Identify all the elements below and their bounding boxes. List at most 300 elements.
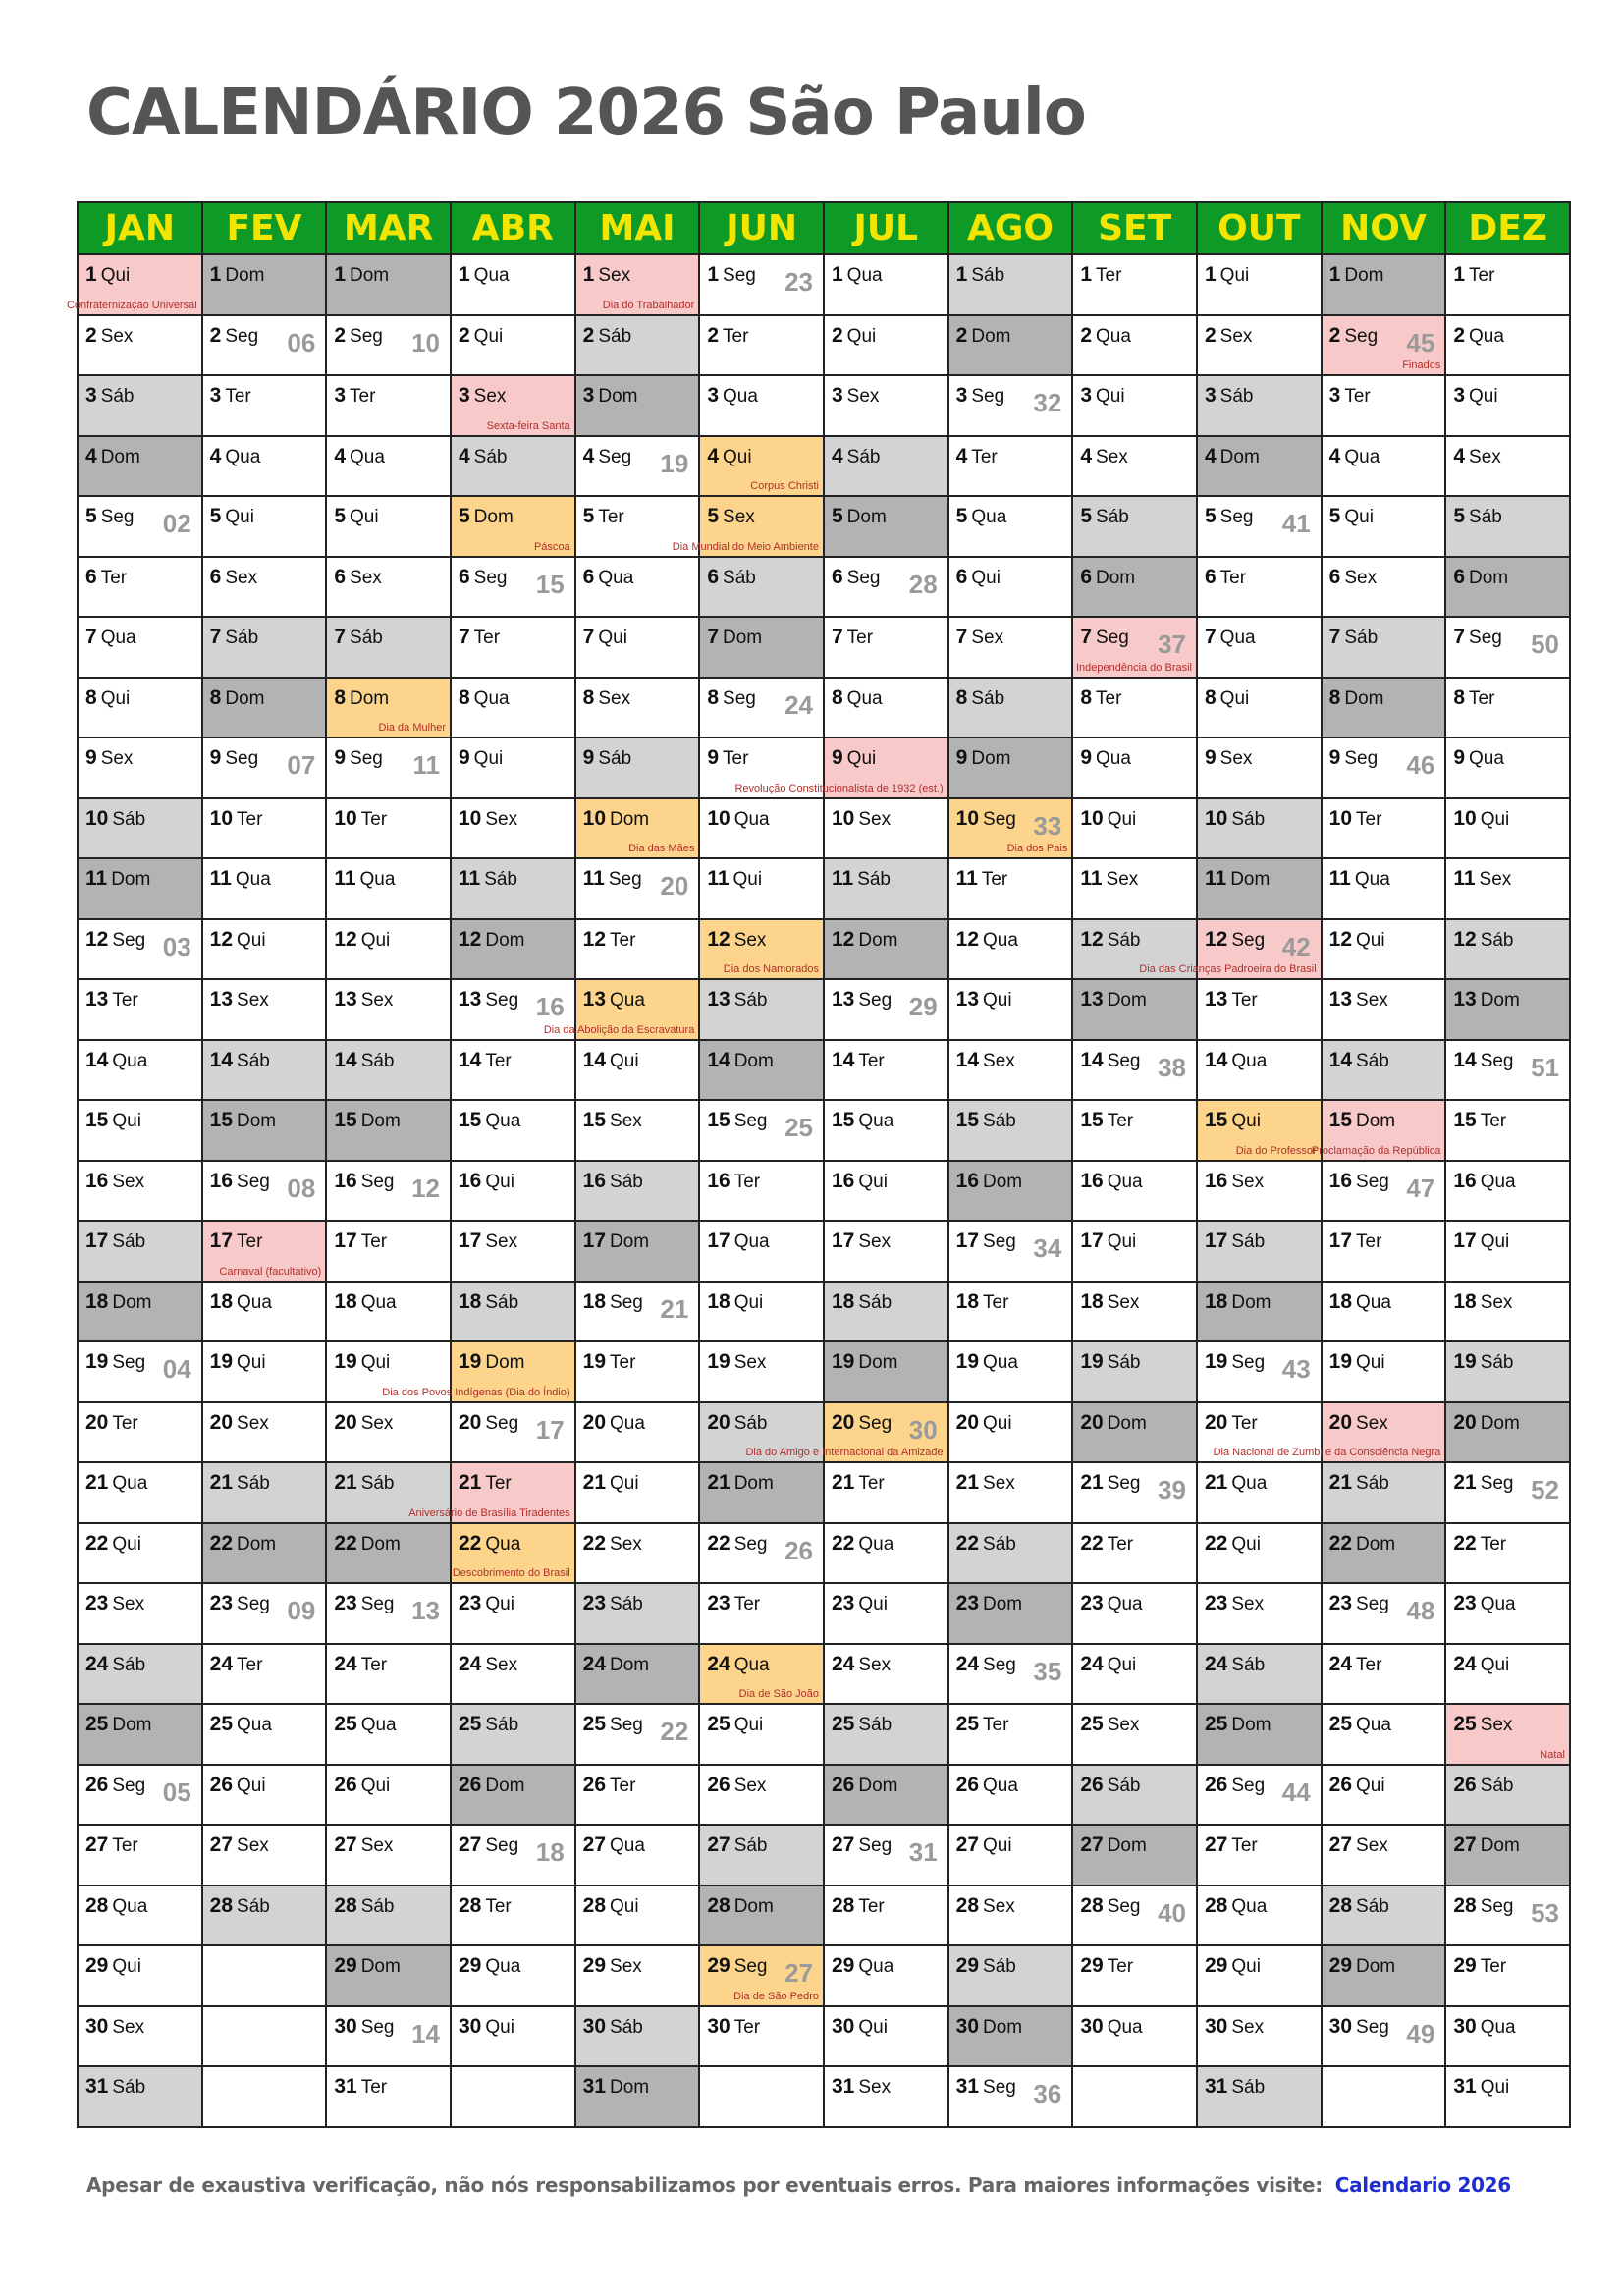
weekday-label: Dom [1230,869,1271,890]
day-number: 9 Sex [85,746,134,769]
day-number: 12 Qui [209,927,266,951]
day-number: 29 Seg [707,1954,768,1977]
weekday-label: Qui [983,1835,1012,1856]
weekday-label: Dom [360,1111,401,1131]
day-number: 15 Sáb [955,1109,1016,1131]
weekday-label: Ter [360,1231,388,1252]
day-number: 23 Dom [955,1592,1023,1614]
month-header-mar: MAR [327,203,452,255]
weekday-label: Qui [598,628,627,648]
weekday-label: Sáb [610,1171,643,1192]
weekday-label: Sáb [858,1291,893,1313]
day-number: 20 Qui [955,1410,1012,1434]
day-cell [79,1705,203,1766]
day-cell [327,376,452,437]
day-number: 28 Qua [1204,1893,1268,1917]
weekday-label: Dom [1356,1533,1396,1555]
day-cell [327,1101,452,1162]
weekday-label: Sáb [485,1715,519,1735]
day-number: 12 Ter [582,927,636,951]
weekday-label: Ter [350,386,376,407]
day-cell [452,1645,576,1706]
weekday-label: Seg [610,1715,643,1735]
weekday-label: Ter [733,1171,761,1192]
weekday-label: Dom [858,1352,898,1373]
day-number: 20 Ter [85,1410,138,1434]
weekday-label: Seg [485,990,519,1011]
day-number: 3 Seg [955,384,1005,407]
event-label: Dia das Mães [628,843,695,854]
weekday-label: Ter [610,929,636,951]
day-cell [79,618,203,679]
weekday-label: Qua [473,265,510,286]
day-number: 14 Sex [955,1048,1015,1071]
day-number: 14 Seg [1453,1048,1514,1071]
weekday-label: Ter [237,1654,263,1675]
event-label: Dia Mundial do Meio Ambiente [672,540,819,553]
day-number: 4 Sex [1080,444,1128,467]
day-number: 11 Dom [1204,867,1271,890]
day-number: 28 Dom [707,1893,774,1917]
day-cell [1073,558,1198,619]
day-number: 22 Sex [582,1531,642,1555]
day-cell [1198,618,1323,679]
day-cell [1073,1886,1198,1947]
day-number: 5 Sáb [1453,505,1502,527]
day-number: 15 Qui [85,1109,141,1131]
day-cell [1073,437,1198,498]
day-number: 13 Seg [831,988,893,1011]
weekday-label: Seg [350,748,383,769]
weekday-label: Seg [360,1594,395,1614]
weekday-label: Qua [485,1956,521,1977]
weekday-label: Qui [1107,1231,1137,1252]
day-cell [327,1584,452,1645]
day-number: 7 Qua [1204,626,1256,648]
day-cell [825,1342,949,1403]
day-number: 6 Qua [582,565,634,588]
day-number: 19 Seg [1204,1350,1266,1373]
weekday-label: Qua [1354,869,1390,890]
day-cell [1073,1342,1198,1403]
day-number: 25 Dom [1204,1713,1271,1735]
weekday-label: Dom [1107,1835,1147,1856]
day-cell [452,1886,576,1947]
weekday-label: Sáb [723,567,756,588]
day-cell [327,1041,452,1102]
day-cell [203,1705,328,1766]
day-cell [1198,1463,1323,1524]
weekday-label: Sáb [1480,1352,1514,1373]
day-number: 2 Seg [334,323,383,347]
day-number: 9 Dom [955,746,1011,769]
day-cell [949,799,1074,860]
weekday-label: Sáb [225,628,259,648]
week-number: 31 [908,1837,938,1867]
day-number: 8 Qui [85,685,131,709]
weekday-label: Ter [1469,265,1495,286]
weekday-label: Qua [1107,1171,1143,1192]
weekday-label: Sex [858,1654,892,1675]
weekday-label: Seg [1356,1594,1389,1614]
week-number: 07 [287,750,316,780]
day-number: 5 Qui [209,505,254,527]
week-number: 13 [411,1596,440,1625]
month-header-abr: ABR [452,203,576,255]
day-cell [79,1463,203,1524]
weekday-label: Qua [858,1111,894,1131]
weekday-label: Ter [858,1050,885,1071]
week-number: 48 [1406,1596,1435,1625]
day-number: 7 Seg [1453,626,1502,648]
day-number: 23 Qui [458,1592,514,1614]
day-number: 5 Sex [707,505,755,527]
weekday-label: Qui [610,1473,639,1494]
day-number: 29 Sáb [955,1954,1016,1977]
day-number: 12 Dom [831,927,898,951]
day-cell [327,437,452,498]
weekday-label: Qui [1480,1231,1510,1252]
day-cell [327,1222,452,1283]
day-cell [576,1584,701,1645]
day-cell [79,1222,203,1283]
weekday-label: Ter [1480,1533,1507,1555]
day-cell [1198,1826,1323,1886]
weekday-label: Qua [235,869,271,890]
weekday-label: Ter [225,386,251,407]
weekday-label: Qui [846,325,877,347]
weekday-label: Sex [350,567,382,588]
weekday-label: Qua [1231,1050,1268,1071]
weekday-label: Ter [1356,808,1382,830]
day-number: 1 Dom [334,263,390,286]
day-number: 30 Seg [1328,2014,1389,2038]
day-cell [452,316,576,377]
day-cell [79,437,203,498]
weekday-label: Dom [1480,1835,1520,1856]
day-number: 22 Seg [707,1531,768,1555]
day-cell [203,920,328,981]
day-number: 3 Sáb [85,384,135,407]
week-number: 16 [535,992,565,1021]
day-number: 6 Sex [209,565,258,588]
day-cell [452,1283,576,1343]
weekday-label: Sex [858,1231,892,1252]
day-cell [1198,859,1323,920]
day-cell [700,1524,825,1585]
day-number: 10 Sáb [1204,806,1266,830]
day-number: 18 Dom [85,1289,152,1313]
day-cell [1446,376,1571,437]
day-cell [79,1101,203,1162]
weekday-label: Qui [1356,1352,1385,1373]
day-number: 21 Qui [582,1471,639,1494]
day-number: 17 Ter [209,1230,263,1252]
day-number: 18 Ter [955,1289,1009,1313]
day-number: 11 Qua [1328,867,1390,890]
week-number: 42 [1281,931,1311,961]
day-cell [1073,1162,1198,1223]
weekday-label: Sáb [237,1473,270,1494]
day-cell [576,1403,701,1464]
day-cell [825,1946,949,2007]
weekday-label: Sáb [610,1594,643,1614]
day-number: 3 Ter [1328,384,1371,407]
day-number: 5 Seg [1204,505,1254,527]
day-number: 31 Sáb [1204,2075,1266,2098]
event-label: Aniversário de Brasília Tiradentes [408,1506,570,1519]
day-cell [79,316,203,377]
weekday-label: Sex [983,1050,1015,1071]
calendar-link[interactable]: Calendario 2026 [1334,2173,1511,2197]
weekday-label: Qui [360,929,391,951]
weekday-label: Dom [360,1533,401,1555]
day-number: 7 Dom [707,626,763,648]
week-number: 11 [412,750,440,780]
weekday-label: Dom [983,1171,1023,1192]
day-number: 5 Qui [334,505,379,527]
weekday-label: Dom [598,386,638,407]
day-number: 23 Sex [1204,1592,1265,1614]
day-number: 27 Ter [85,1833,138,1856]
week-number: 32 [1033,388,1062,417]
weekday-label: Sex [112,1594,145,1614]
day-number: 24 Qui [1453,1652,1510,1675]
day-cell [452,738,576,799]
empty-cell [203,2067,328,2128]
weekday-label: Ter [858,1895,885,1917]
week-number: 24 [784,689,813,720]
weekday-label: Ter [237,1231,263,1252]
day-number: 25 Qua [334,1713,397,1735]
weekday-label: Sex [237,1835,269,1856]
day-number: 4 Qua [334,444,385,467]
weekday-label: Qua [858,1956,894,1977]
weekday-label: Dom [485,1352,525,1373]
weekday-label: Sex [485,1231,518,1252]
weekday-label: Qui [1219,687,1250,709]
day-number: 12 Sáb [1080,927,1141,951]
week-number: 43 [1281,1354,1311,1384]
day-cell [576,376,701,437]
weekday-label: Dom [1469,567,1509,588]
day-cell [452,920,576,981]
day-cell [1446,497,1571,558]
week-number: 17 [535,1414,565,1445]
weekday-label: Sáb [1231,2077,1266,2098]
weekday-label: Sáb [971,687,1005,709]
weekday-label: Ter [112,1835,138,1856]
day-number: 7 Sáb [209,626,259,648]
day-cell [700,1283,825,1343]
day-number: 9 Ter [707,746,749,769]
event-label: Dia das Crianças Padroeira do Brasil [1139,963,1317,975]
weekday-label: Sex [858,808,892,830]
day-number: 5 Ter [582,505,624,527]
day-number: 21 Qua [85,1471,148,1494]
weekday-label: Sex [1107,1291,1140,1313]
weekday-label: Sex [237,1412,269,1434]
day-cell [79,1645,203,1706]
day-cell [700,376,825,437]
day-number: 23 Seg [1328,1592,1389,1614]
day-number: 16 Qui [458,1169,514,1192]
week-number: 12 [411,1173,440,1203]
weekday-label: Sex [1106,869,1139,890]
day-number: 25 Sáb [831,1713,893,1735]
day-cell [576,437,701,498]
day-number: 31 Seg [955,2075,1016,2098]
weekday-label: Seg [360,2016,395,2038]
day-number: 15 Ter [1453,1109,1507,1131]
day-number: 16 Qua [1080,1169,1143,1192]
day-number: 19 Seg [85,1350,146,1373]
day-cell [576,1946,701,2007]
weekday-label: Sex [858,2077,892,2098]
weekday-label: Seg [733,1533,768,1555]
weekday-label: Sex [733,1352,767,1373]
day-number: 25 Sáb [458,1713,519,1735]
weekday-label: Qua [733,1654,770,1675]
day-cell [1198,980,1323,1041]
weekday-label: Qua [733,1231,770,1252]
day-cell [949,255,1074,316]
weekday-label: Sex [971,628,1004,648]
day-number: 19 Sex [707,1350,767,1373]
day-cell [1323,558,1447,619]
week-number: 30 [908,1414,938,1445]
weekday-label: Sáb [971,265,1005,286]
day-cell [825,497,949,558]
day-number: 24 Qua [707,1652,770,1675]
day-number: 4 Dom [1204,444,1260,467]
day-cell [452,558,576,619]
day-number: 28 Sex [955,1893,1015,1917]
day-cell [79,980,203,1041]
weekday-label: Seg [1480,1473,1514,1494]
day-cell [203,859,328,920]
weekday-label: Sáb [1096,507,1129,527]
day-number: 16 Seg [334,1169,395,1192]
week-number: 14 [411,2018,440,2049]
day-cell [79,679,203,739]
day-cell [825,859,949,920]
day-number: 30 Sex [85,2014,145,2038]
weekday-label: Seg [485,1835,519,1856]
day-number: 11 Ter [955,867,1008,890]
day-number: 8 Ter [1453,685,1495,709]
day-cell [1073,618,1198,679]
day-cell [949,1101,1074,1162]
day-number: 20 Sáb [707,1410,768,1434]
day-number: 7 Seg [1080,626,1129,648]
day-number: 30 Dom [955,2014,1023,2038]
day-cell [1198,799,1323,860]
day-cell [1323,1524,1447,1585]
weekday-label: Dom [111,869,151,890]
weekday-label: Qui [360,1775,391,1796]
day-number: 31 Qui [1453,2075,1510,2098]
weekday-label: Sex [360,1835,394,1856]
calendar-grid [66,201,1571,2128]
weekday-label: Dom [1356,1956,1396,1977]
day-cell [1139,920,1323,981]
day-cell [825,1584,949,1645]
day-cell [203,1162,328,1223]
day-cell [327,255,452,316]
day-cell [1323,1041,1447,1102]
day-number: 26 Seg [85,1773,146,1796]
day-number: 30 Qui [831,2014,888,2038]
weekday-label: Qua [1344,446,1380,467]
day-cell [825,316,949,377]
day-cell [1446,1584,1571,1645]
weekday-label: Sáb [360,1050,395,1071]
weekday-label: Sex [1356,1412,1388,1434]
weekday-label: Qua [237,1291,272,1313]
day-number: 29 Qua [831,1954,894,1977]
weekday-label: Dom [858,1775,898,1796]
day-number: 10 Qui [1080,806,1137,830]
day-number: 21 Dom [707,1471,774,1494]
day-number: 11 Sex [1453,867,1512,890]
day-cell [825,1463,949,1524]
day-number: 13 Sex [334,988,394,1011]
day-number: 25 Ter [955,1713,1009,1735]
weekday-label: Sex [112,1171,145,1192]
day-cell [1073,1403,1198,1464]
day-cell [327,2007,452,2068]
week-number: 41 [1281,509,1311,538]
day-cell [203,255,328,316]
day-number: 7 Qui [582,626,627,648]
day-cell [825,255,949,316]
weekday-label: Qui [1480,2077,1510,2098]
day-cell [1446,859,1571,920]
day-cell [825,1766,949,1827]
week-number: 40 [1158,1897,1186,1928]
day-cell [1198,1101,1323,1162]
day-cell [825,1101,949,1162]
day-cell [949,2007,1074,2068]
weekday-label: Seg [1344,748,1379,769]
day-number: 28 Sáb [334,1893,395,1917]
weekday-label: Ter [1096,265,1122,286]
day-cell [700,1766,825,1827]
day-cell [949,980,1074,1041]
day-cell [949,316,1074,377]
weekday-label: Seg [237,1171,270,1192]
weekday-label: Dom [350,687,390,709]
weekday-label: Sex [1231,2016,1265,2038]
day-number: 23 Ter [707,1592,761,1614]
day-cell [203,1101,328,1162]
day-number: 6 Sex [334,565,382,588]
day-cell [452,2007,576,2068]
weekday-label: Dom [485,929,525,951]
day-number: 21 Seg [1453,1471,1514,1494]
day-number: 17 Sex [831,1230,892,1252]
weekday-label: Qui [733,1291,764,1313]
day-cell [1198,1524,1323,1585]
day-cell [576,1886,701,1947]
week-number: 06 [287,327,316,357]
day-cell [452,1403,576,1464]
week-number: 09 [287,1596,316,1625]
day-number: 19 Dom [831,1350,898,1373]
weekday-label: Seg [723,687,756,709]
day-number: 12 Qui [334,927,391,951]
